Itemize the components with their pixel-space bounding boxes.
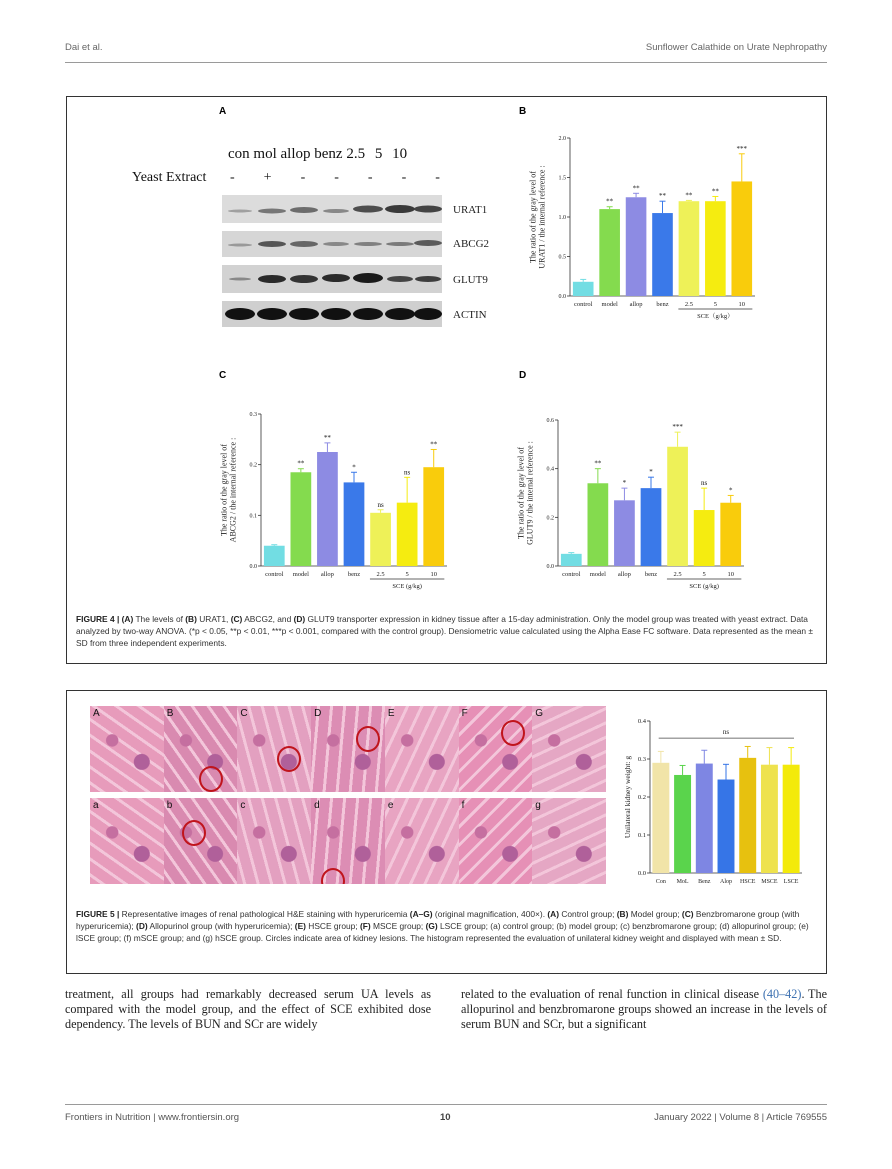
significance-label: ** xyxy=(297,459,305,468)
caption-text: Representative images of renal pathological H&E staining with hyperuricemia xyxy=(119,909,410,919)
band-label-abcg2: ABCG2 xyxy=(453,238,490,250)
y-tick-label: 0.2 xyxy=(637,794,646,801)
caption-text: HSCE group; xyxy=(305,921,360,931)
yeast-mark: - xyxy=(367,170,373,185)
bar xyxy=(783,765,800,873)
yeast-mark: + xyxy=(263,170,272,185)
significance-label: ns xyxy=(377,500,384,509)
x-tick-label: benz xyxy=(644,571,658,578)
y-axis-label xyxy=(529,165,547,268)
micrograph-label: d xyxy=(314,800,320,811)
caption-text: MSCE group; xyxy=(370,921,426,931)
lane-label: 5 xyxy=(374,146,383,162)
micrograph-label: e xyxy=(387,800,394,811)
bar xyxy=(674,775,691,873)
bar xyxy=(694,510,715,566)
micrograph-label: G xyxy=(535,708,544,719)
band-label-urat1: URAT1 xyxy=(453,204,488,216)
he-staining-micrograph-grid xyxy=(90,706,606,884)
x-tick-label: model xyxy=(601,301,618,308)
micrograph-tile xyxy=(164,706,238,792)
footer-citation: January 2022 | Volume 8 | Article 769555 xyxy=(654,1112,827,1123)
bar xyxy=(652,763,669,873)
y-tick-label: 0.0 xyxy=(249,564,257,570)
caption-ref: (G) xyxy=(425,921,438,931)
bar xyxy=(652,213,673,296)
caption-ref: (A) xyxy=(121,614,134,624)
caption-text: GLUT9 transporter expression in kidney tissue after a 15-day administration. Only the model group was treated with yeast extract. Data analyzed by two-way ANOVA. (*p < 0.05, **p < 0.01, ***p < 0.001, compared with the control group). Densiometric value calculated using the Alpha Ease FC software. Data represented as the mean ± SD from three independent experiments. xyxy=(76,614,813,648)
x-tick-label: MoL xyxy=(676,879,689,885)
significance-label: *** xyxy=(736,144,748,153)
page-number: 10 xyxy=(440,1112,451,1123)
body-text: related to the evaluation of renal function in clinical disease xyxy=(461,987,763,1001)
micrograph-tile xyxy=(459,706,533,792)
micrograph-label: F xyxy=(461,708,468,719)
micrograph-tile xyxy=(237,798,311,884)
bar xyxy=(397,503,418,566)
band-label-actin: ACTIN xyxy=(453,309,487,321)
bar xyxy=(731,181,752,296)
caption-text: ABCG2, and xyxy=(242,614,294,624)
caption-ref: (D) xyxy=(136,921,148,931)
x-tick-label: 2.5 xyxy=(376,571,385,578)
x-tick-label: allop xyxy=(320,571,334,578)
bar xyxy=(573,282,594,296)
caption-ref: (F) xyxy=(359,921,371,931)
micrograph-tile xyxy=(532,798,606,884)
footer-journal: Frontiers in Nutrition | www.frontiersin.org xyxy=(65,1112,240,1123)
lane-label: allop xyxy=(280,146,311,162)
y-axis-label xyxy=(220,438,238,543)
lesion-circle xyxy=(182,820,206,846)
lane-label: mol xyxy=(253,146,277,162)
caption-label: FIGURE 5 | xyxy=(76,909,120,919)
y-axis-label-line: The ratio of the gray level of xyxy=(219,444,229,536)
significance-label: ns xyxy=(404,468,411,477)
panel-label-c: C xyxy=(219,370,227,381)
group-label: SCE（g/kg） xyxy=(697,313,734,320)
caption-ref: (C) xyxy=(681,909,694,919)
blot-lane-header xyxy=(228,146,407,163)
panel-label-a: A xyxy=(219,106,227,117)
micrograph-tile xyxy=(90,798,164,884)
x-tick-label: model xyxy=(292,571,309,578)
body-text-left: treatment, all groups had remarkably decreased serum UA levels as compared with the model group, and the effect of SCE exhibited dose dependency. The levels of BUN and SCr are widely xyxy=(65,987,431,1031)
caption-text: URAT1, xyxy=(196,614,231,624)
group-label: SCE (g/kg) xyxy=(689,583,719,590)
lesion-circle xyxy=(356,726,380,752)
yeast-mark: - xyxy=(300,170,306,185)
significance-label: ** xyxy=(711,187,719,196)
y-tick-label: 0.0 xyxy=(558,294,566,300)
micrograph-tile xyxy=(90,706,164,792)
caption-text: LSCE group; (a) control group; (b) model group; (c) benzbromarone group; (d) allopurinol group; (e) lSCE group; (f) mSCE group; and (g) hSCE group. Circles indicate area of kidney lesions. The histogram represented the evaluation of unilateral kidney weight and displayed with mean ± SD. xyxy=(76,921,809,943)
caption-text: (original magnification, 400×). xyxy=(432,909,548,919)
lesion-circle xyxy=(501,720,525,746)
significance-label: *** xyxy=(672,423,683,432)
x-tick-label: 5 xyxy=(405,571,409,578)
lane-label: 10 xyxy=(392,146,408,162)
x-tick-label: allop xyxy=(629,301,643,308)
y-axis-label-line: ABCG2 / the internal reference : xyxy=(228,437,238,543)
micrograph-label: b xyxy=(166,800,173,811)
yeast-mark: - xyxy=(334,170,339,185)
x-tick-label: 2.5 xyxy=(673,571,682,578)
x-tick-label: control xyxy=(574,301,593,308)
y-tick-label: 0.6 xyxy=(546,418,554,424)
yeast-mark: - xyxy=(230,170,235,185)
micrograph-label: c xyxy=(240,800,246,811)
x-tick-label: control xyxy=(265,571,284,578)
footer-rule xyxy=(65,1104,827,1105)
x-tick-label: Con xyxy=(655,879,666,885)
bar xyxy=(423,467,444,566)
body-text-right xyxy=(461,987,827,1032)
significance-label: ** xyxy=(606,197,614,206)
significance-label: * xyxy=(352,463,356,472)
significance-label: ** xyxy=(659,192,666,201)
x-tick-label: Benz xyxy=(698,879,711,885)
caption-ref: (B) xyxy=(185,614,197,624)
micrograph-label: f xyxy=(461,800,465,811)
panel-label-d: D xyxy=(519,370,527,381)
x-tick-label: 5 xyxy=(702,571,706,578)
x-tick-label: 10 xyxy=(738,301,746,308)
significance-label: ** xyxy=(632,184,640,193)
y-tick-label: 1.5 xyxy=(558,175,566,182)
caption-ref: (C) xyxy=(230,614,243,624)
caption-text: Model group; xyxy=(628,909,682,919)
y-axis-label-line: The ratio of the gray level of xyxy=(528,171,538,263)
citation-link[interactable]: (40–42) xyxy=(762,987,802,1001)
y-tick-label: 0.0 xyxy=(637,870,646,877)
yeast-mark: - xyxy=(435,170,440,185)
running-header-title: Sunflower Calathide on Urate Nephropathy xyxy=(645,42,827,53)
micrograph-label: D xyxy=(314,708,322,719)
chart-glut9 xyxy=(512,412,762,604)
micrograph-tile xyxy=(164,798,238,884)
x-tick-label: MSCE xyxy=(761,879,778,885)
x-tick-label: 10 xyxy=(430,571,437,578)
y-axis-label: Unilateral kidney weight: g xyxy=(623,755,632,839)
micrograph-tile xyxy=(311,798,385,884)
group-label: SCE (g/kg) xyxy=(392,583,422,590)
caption-text: Control group; xyxy=(559,909,617,919)
running-header-authors: Dai et al. xyxy=(65,42,103,53)
bar xyxy=(370,513,391,566)
significance-label: * xyxy=(622,479,627,488)
micrograph-tile xyxy=(237,706,311,792)
panel-label-b: B xyxy=(519,106,527,117)
y-tick-label: 0.2 xyxy=(249,462,257,469)
caption-ref: (A) xyxy=(547,909,559,919)
x-tick-label: allop xyxy=(617,571,631,578)
micrograph-tile xyxy=(459,798,533,884)
yeast-mark: - xyxy=(401,170,407,185)
caption-ref: (D) xyxy=(293,614,306,624)
y-tick-label: 0.3 xyxy=(249,412,257,418)
caption-ref: (E) xyxy=(294,921,306,931)
bar xyxy=(720,503,741,566)
figure-5-caption xyxy=(76,908,816,944)
significance-label: ** xyxy=(323,433,331,442)
bar xyxy=(317,452,338,566)
chart-kidney-weight xyxy=(612,710,812,888)
micrograph-tile xyxy=(385,706,459,792)
y-tick-label: 0.5 xyxy=(558,254,566,261)
header-rule xyxy=(65,62,827,63)
bar xyxy=(344,482,365,566)
micrograph-label: C xyxy=(240,708,248,719)
y-tick-label: 0.4 xyxy=(637,718,646,725)
micrograph-label: a xyxy=(93,800,99,811)
y-tick-label: 0.4 xyxy=(546,466,554,473)
yeast-extract-label: Yeast Extract xyxy=(132,170,207,185)
micrograph-label: B xyxy=(166,708,174,719)
significance-label: * xyxy=(728,486,733,495)
bar xyxy=(614,500,635,566)
significance-label: * xyxy=(649,468,653,477)
y-tick-label: 0.0 xyxy=(546,564,554,570)
significance-label: ** xyxy=(685,191,693,200)
micrograph-label: E xyxy=(387,708,395,719)
y-tick-label: 1.0 xyxy=(558,215,566,221)
x-tick-label: 10 xyxy=(727,571,734,578)
lesion-circle xyxy=(277,746,301,772)
bar xyxy=(696,764,713,873)
y-axis-label xyxy=(517,441,535,545)
bar xyxy=(599,209,620,296)
caption-text: Benzbromarone group (with hyperuricemia); xyxy=(76,909,800,931)
y-tick-label: 0.1 xyxy=(249,513,257,520)
lane-label: 2.5 xyxy=(346,146,366,162)
micrograph-tile xyxy=(532,706,606,792)
caption-ref: (A–G) xyxy=(409,909,433,919)
bar xyxy=(626,197,647,296)
chart-abcg2 xyxy=(215,402,465,604)
significance-label: ns xyxy=(701,479,708,488)
y-axis-label-line: The ratio of the gray level of xyxy=(516,447,526,539)
micrograph-label: g xyxy=(535,800,541,811)
x-tick-label: HSCE xyxy=(740,879,756,885)
bar xyxy=(679,201,700,296)
body-text: . The allopurinol and benzbromarone groups showed an increase in the levels of serum BUN and SCr, but a significant xyxy=(461,987,828,1031)
bar xyxy=(264,546,285,566)
x-tick-label: benz xyxy=(656,301,669,308)
y-tick-label: 0.2 xyxy=(546,515,554,522)
x-tick-label: model xyxy=(589,571,606,578)
lane-label: con xyxy=(228,146,250,162)
bar xyxy=(718,780,735,873)
chart-urat1 xyxy=(512,128,772,336)
micrograph-tile xyxy=(385,798,459,884)
x-tick-label: Alop xyxy=(720,879,732,885)
bar xyxy=(587,483,608,566)
bar xyxy=(739,758,756,873)
x-tick-label: 5 xyxy=(713,301,717,308)
bar xyxy=(761,765,778,873)
yeast-marks xyxy=(230,170,440,186)
bar xyxy=(641,488,662,566)
x-tick-label: LSCE xyxy=(783,879,799,885)
x-tick-label: control xyxy=(562,571,581,578)
figure-4-caption xyxy=(76,613,816,649)
micrograph-tile xyxy=(311,706,385,792)
bar xyxy=(561,554,582,566)
y-tick-label: 0.1 xyxy=(637,832,646,839)
caption-ref: (B) xyxy=(616,909,629,919)
significance-label: ** xyxy=(430,440,438,449)
caption-text: The levels of xyxy=(133,614,186,624)
bar xyxy=(705,201,726,296)
lane-label: benz xyxy=(314,146,343,162)
significance-label: ** xyxy=(594,459,602,468)
y-tick-label: 0.3 xyxy=(637,756,646,763)
y-axis-label-line: URAT1 / the internal reference : xyxy=(537,165,547,269)
micrograph-label: A xyxy=(93,708,100,719)
caption-label: FIGURE 4 | xyxy=(76,614,120,624)
bar xyxy=(667,447,688,566)
caption-text: Allopurinol group (with hyperuricemia); xyxy=(147,921,295,931)
lesion-circle xyxy=(199,766,223,792)
lesion-circle xyxy=(321,868,345,884)
western-blot-image xyxy=(222,195,444,330)
y-tick-label: 2.0 xyxy=(558,136,566,142)
bar xyxy=(290,472,311,566)
x-tick-label: 2.5 xyxy=(684,301,693,308)
x-tick-label: benz xyxy=(347,571,361,578)
band-label-glut9: GLUT9 xyxy=(453,274,488,286)
y-axis-label-line: GLUT9 / the internal reference : xyxy=(525,441,535,545)
significance-label: ns xyxy=(722,728,730,737)
